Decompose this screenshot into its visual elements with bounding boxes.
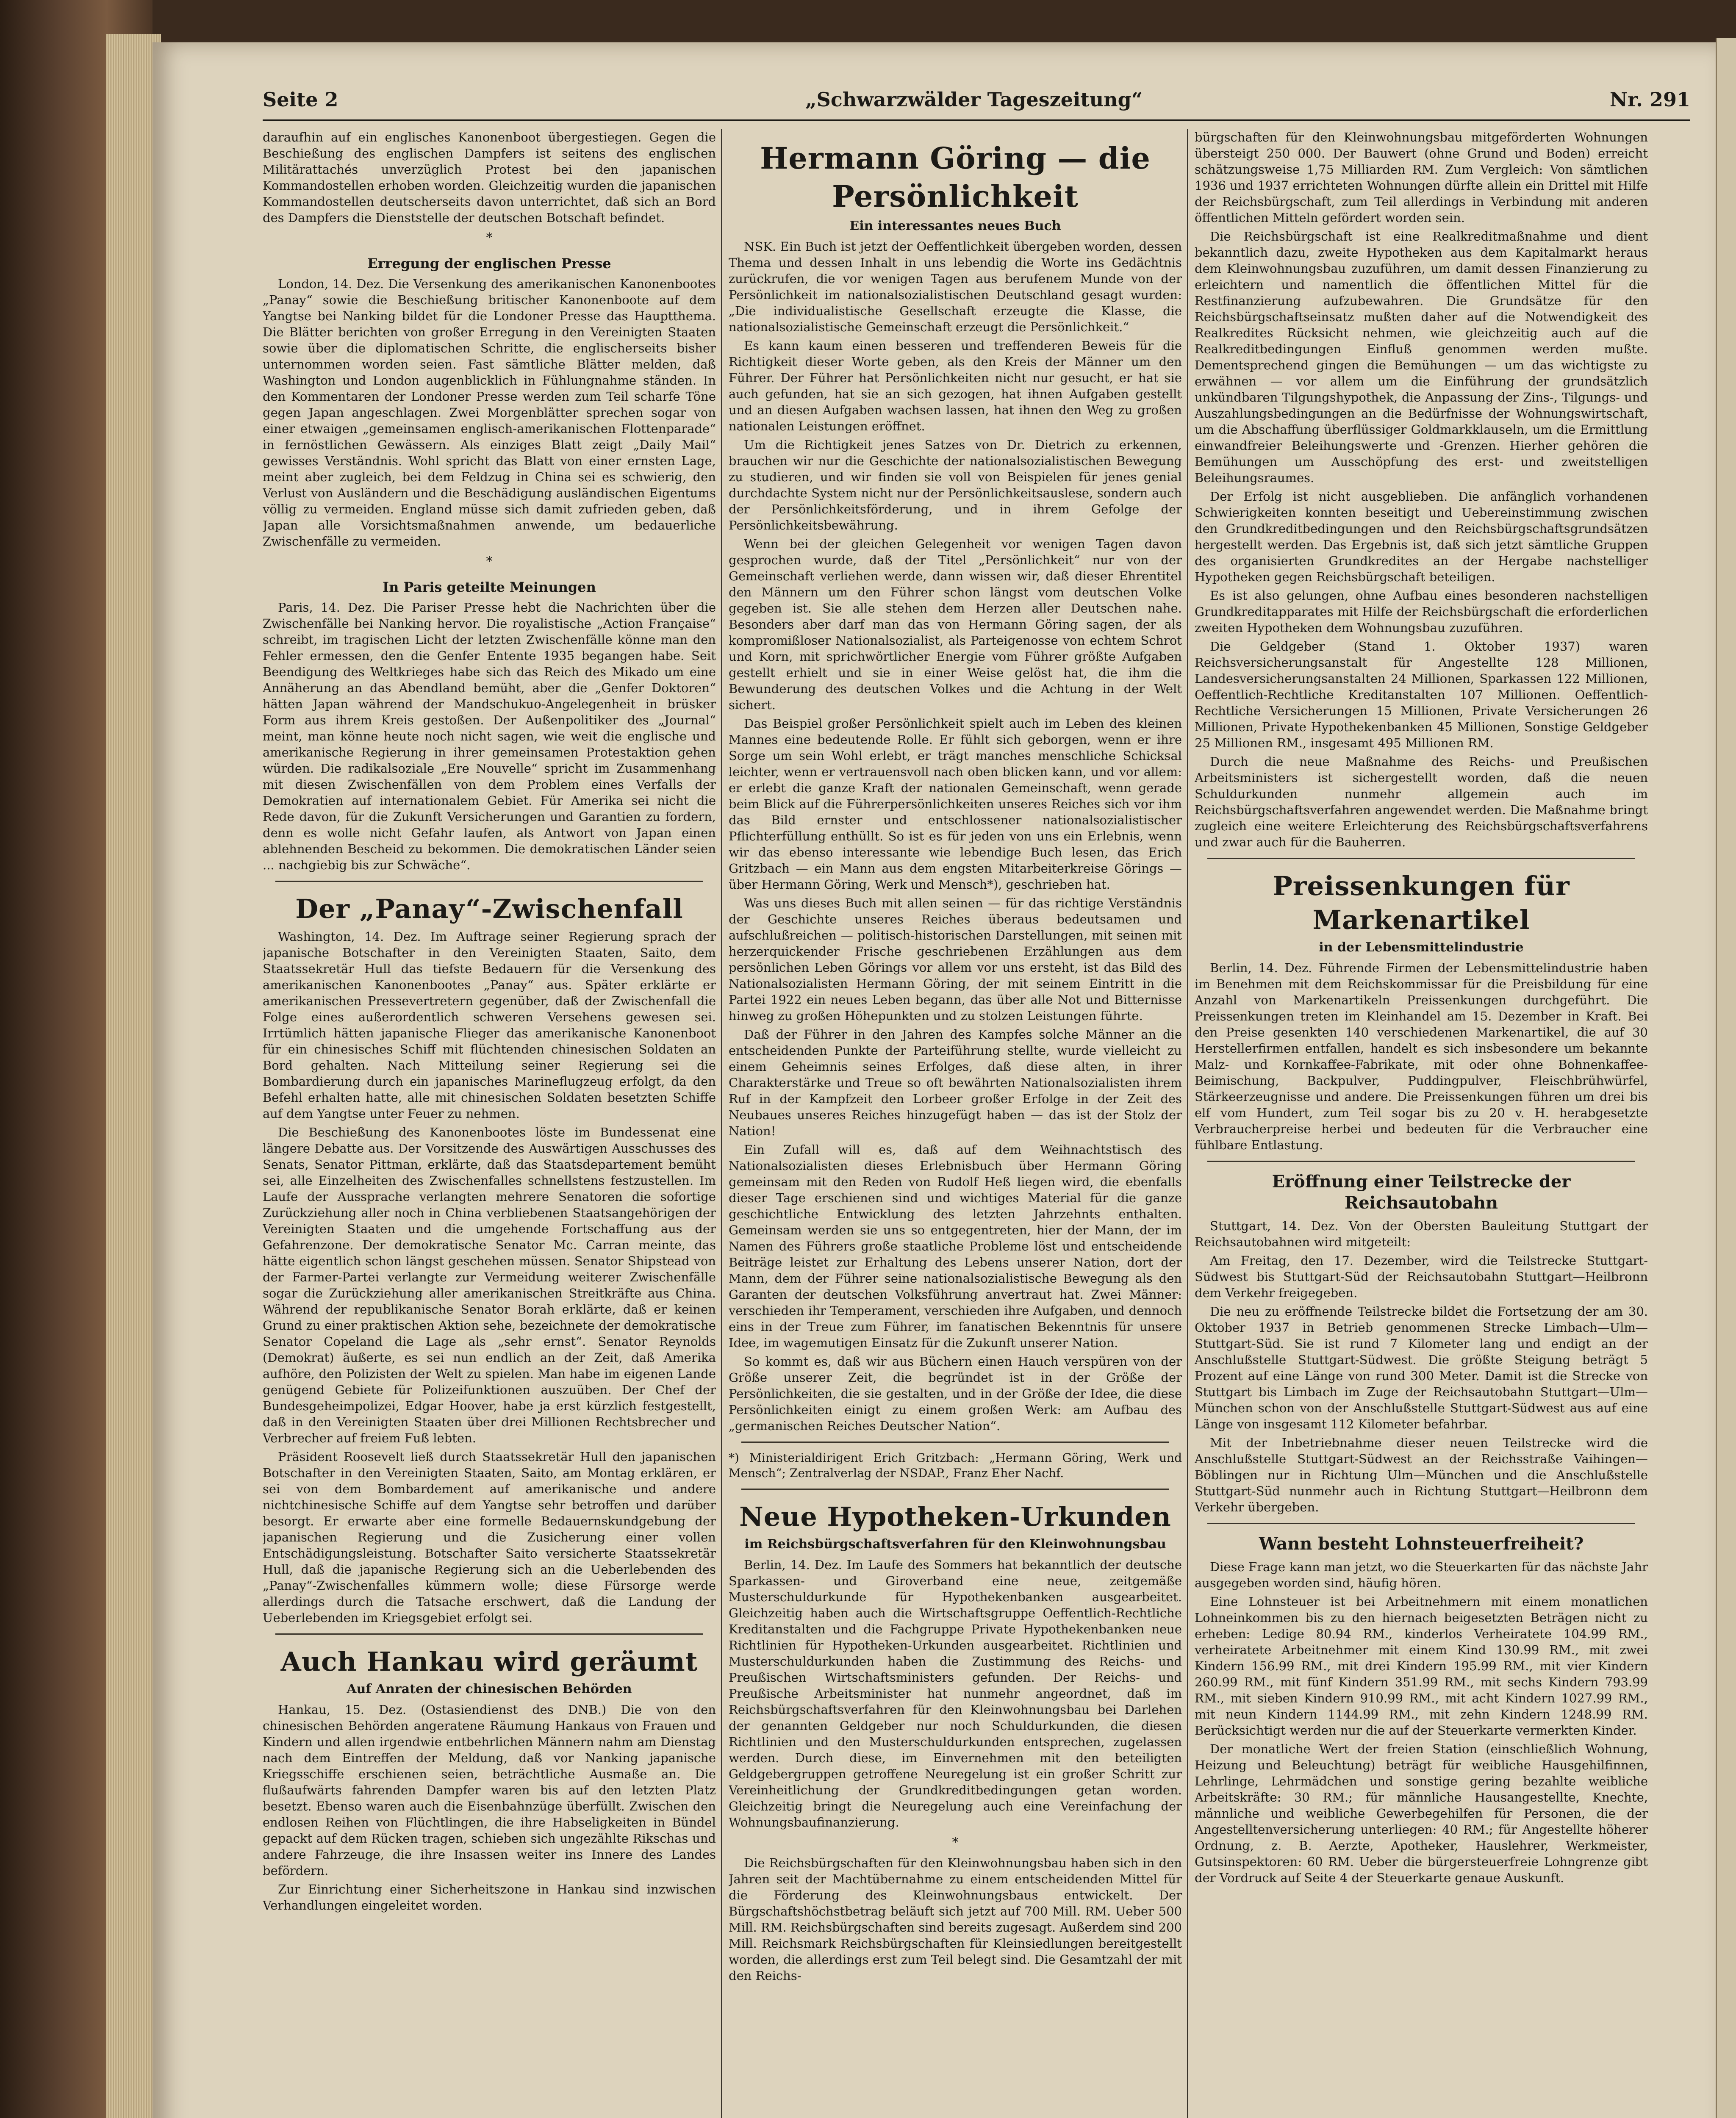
article-paragraph: Eine Lohnsteuer ist bei Arbeitnehmern mit einem monatlichen Lohneinkommen bis zu den hiernach beigesetzten Beträgen nicht zu erheben: Ledige 80.94 RM., kinderlos Verheiratete 104.99 RM., verheiratete Arbeitnehmer mit einem Kind 130.99 RM., mit zwei Kindern 156.99 RM., mit drei Kindern 195.99 RM., mit vier Kindern 260.99 RM., mit fünf Kindern 351.99 RM., mit sechs Kindern 793.99 RM., mit sieben Kindern 910.99 RM., mit acht Kindern 1027.99 RM., mit neun Kindern 1144.99 RM., mit zehn Kindern 1248.99 RM. Berücksichtigt werden nur die auf der Steuerkarte vermerkten Kinder.	[1195, 1594, 1648, 1738]
article-paragraph: Berlin, 14. Dez. Führende Firmen der Lebensmittelindustrie haben im Benehmen mit dem Reichskommissar für die Preisbildung für eine Anzahl von Markenartikeln Preissenkungen durchgeführt. Die Preissenkungen treten im Kleinhandel am 15. Dezember in Kraft. Bei den Preise gesenkten 140 verschiedenen Markenartikel, die auf 30 Herstellerfirmen entfallen, handelt es sich insbesondere um bekannte Malz- und Kornkaffee-Fabrikate, mit oder ohne Bohnenkaffee-Beimischung, Backpulver, Puddingpulver, Fleischbrühwürfel, Stärkeerzeugnisse und andere. Die Preissenkungen führen um drei bis elf vom Hundert, zum Teil sogar bis zu 20 v. H. herabgesetzte Verbraucherpreise herbei und bedeuten für die Verbraucher eine fühlbare Entlastung.	[1195, 961, 1648, 1152]
article-paragraph: Daß der Führer in den Jahren des Kampfes solche Männer an die entscheidenden Punkte der Parteiführung stellte, wurde vielleicht zu einem Geheimnis seines Erfolges, daß diese alten, in ihrer Charakterstärke und Treue so oft bewährten Nationalsozialisten ihrem Ruf in der Kampfzeit den Lorbeer großer Erfolge in der Zeit des Neubaues unseres Reiches hinzugefügt haben — das ist der Stolz der Nation!	[729, 1027, 1182, 1138]
article-paragraph: Diese Frage kann man jetzt, wo die Steuerkarten für das nächste Jahr ausgegeben worden sind, häufig hören.	[1195, 1560, 1648, 1590]
sub-heading: in der Lebensmittelindustrie	[1319, 940, 1524, 955]
separator-star: *	[952, 1835, 959, 1850]
article-paragraph: Ein Zufall will es, daß auf dem Weihnachtstisch des Nationalsozialisten dieses Erlebnisbuch über Hermann Göring gemeinsam mit den Reden von Rudolf Heß liegen wird, die ebenfalls dieser Tage erschienen sind und wichtiges Material für die ganze geschichtliche Entwicklung des letzten Jahrzehnts enthalten. Gemeinsam werden sie uns so entgegentreten, hier der Mann, der im Namen des Führers große staatliche Probleme löst und entscheidende Beiträge leistet zur Erhaltung des Lebens unserer Nation, dort der Mann, dem der Führer seine nationalsozialistische Bewegung als den Garanten der deutschen Volksführung anvertraut hat. Zwei Männer: verschieden ihr Temperament, verschieden ihre Aufgaben, und dennoch eins in der Treue zum Führer, im fanatischen Bekenntnis für unsere Idee, im wagemutigen Einsatz für die Zukunft unserer Nation.	[729, 1142, 1182, 1350]
article-paragraph: Die Beschießung des Kanonenbootes löste im Bundessenat eine längere Debatte aus. Der Vorsitzende des Auswärtigen Ausschusses des Senats, Senator Pittman, erklärte, daß das Staatsdepartement bemüht sei, alle Einzelheiten des Zwischenfalles schnellstens festzustellen. Im Laufe der Aussprache verlangten mehrere Senatoren die sofortige Zurückziehung aller noch in China verbliebenen Staatsangehörigen der Vereinigten Staaten und die umgehende Fortschaffung aus der Gefahrenzone. Der demokratische Senator Mc. Carran meinte, das hätte eigentlich schon längst geschehen müssen. Senator Shipstead von der Farmer-Partei verlangte zur Vermeidung weiterer Zwischenfälle sogar die Zurückziehung aller amerikanischen Streitkräfte aus China. Während der republikanische Senator Borah erklärte, daß er keinen Grund zu einer praktischen Aktion sehe, bezeichnete der demokratische Senator Copeland die Lage als „sehr ernst“. Senator Reynolds (Demokrat) äußerte, es sei nun endlich an der Zeit, daß Amerika aufhöre, den Polizisten der Welt zu spielen. Man habe im eigenen Lande genügend Gebiete für Polizeifunktionen auszuüben. Der Chef der Bundesgeheimpolizei, Edgar Hoover, habe ja erst kürzlich festgestellt, daß in den Vereinigten Staaten über drei Millionen Rechtsbrecher und Verbrecher auf freiem Fuß lebten.	[263, 1125, 716, 1445]
headline-preissenkungen: Preissenkungen für Markenartikel	[1273, 870, 1570, 935]
article-paragraph: Die Geldgeber (Stand 1. Oktober 1937) waren Reichsversicherungsanstalt für Angestellte 128 Millionen, Landesversicherungsanstalten 24 Millionen, Sparkassen 122 Millionen, Oeffentlich-Rechtliche Kreditanstalten 107 Millionen. Oeffentlich-Rechtliche Versicherungen 15 Millionen, Private Versicherungen 26 Millionen, Private Hypothekenbanken 45 Millionen, Sonstige Geldgeber 25 Millionen RM., insgesamt 495 Millionen RM.	[1195, 639, 1648, 750]
article-paragraph: Es kann kaum einen besseren und treffenderen Beweis für die Richtigkeit dieser Worte geben, als den Kreis der Männer um den Führer. Der Führer hat Persönlichkeiten nicht nur gesucht, er hat sie auch gefunden, hat sie an sich gezogen, hat ihnen Aufgaben gestellt und an diesen Aufgaben wachsen lassen, hat ihnen den Weg zu großen nationalen Leistungen eröffnet.	[729, 338, 1182, 433]
article-paragraph: Die Reichsbürgschaft ist eine Realkreditmaßnahme und dient bekanntlich dazu, zweite Hypotheken aus dem Kapitalmarkt heraus dem Kleinwohnungsbau zuzuführen, um damit dessen Finanzierung zu erleichtern und namentlich die öffentlichen Mittel für die Restfinanzierung aufzubewahren. Die Grundsätze für den Reichsbürgschaftseinsatz mußten daher auf die Notwendigkeit des Realkredites Rücksicht nehmen, wie gleichzeitig auch auf die Realkreditbedingungen Einfluß genommen werden mußte. Dementsprechend gingen die Bemühungen — um das wichtigste zu erwähnen — vor allem um die Einführung der grundsätzlich unkündbaren Tilgungshypothek, die Anpassung der Zins-, Tilgungs- und Auszahlungsbedingungen an die Bedürfnisse der Wohnungswirtschaft, um die Abschaffung überflüssiger Goldmarkklauseln, um die Ermittlung einwandfreier Beleihungswerte und -Grenzen. Hierher gehören die Bemühungen um Ausschöpfung des erst- und zweitstelligen Beleihungsraumes.	[1195, 229, 1648, 485]
article-paragraph: Um die Richtigkeit jenes Satzes von Dr. Dietrich zu erkennen, brauchen wir nur die Geschichte der nationalsozialistischen Bewegung zu studieren, und wir finden sie voll von Beispielen für jenes genial durchdachte System nicht nur der Persönlichkeitsauslese, sondern auch der Persönlichkeitsförderung, und in ihrem Gefolge der Persönlichkeitsbewährung.	[729, 438, 1182, 532]
article-paragraph: Am Freitag, den 17. Dezember, wird die Teilstrecke Stuttgart-Südwest bis Stuttgart-Süd der Reichsautobahn Stuttgart—Heilbronn dem Verkehr freigegeben.	[1195, 1253, 1648, 1300]
article-paragraph: Der monatliche Wert der freien Station (einschließlich Wohnung, Heizung und Beleuchtung) beträgt für weibliche Hausgehilfinnen, Lehrlinge, Lehrmädchen und sonstige gering bezahlte weibliche Arbeitskräfte: 30 RM.; für männliche Hausangestellte, Knechte, männliche und weibliche Gewerbegehilfen für Personen, die der Angestelltenversicherung unterliegen: 40 RM.; für Angestellte höherer Ordnung, z. B. Aerzte, Apotheker, Hauslehrer, Werkmeister, Gutsinspektoren: 60 RM. Ueber die bürgersteuerfreie Lohngrenze gibt der Vordruck auf Seite 4 der Steuerkarte genaue Auskunft.	[1195, 1742, 1648, 1885]
column-rule-2	[1187, 129, 1188, 2118]
article-paragraph: bürgschaften für den Kleinwohnungsbau mitgeförderten Wohnungen übersteigt 250 000. Der Bauwert (ohne Grund und Boden) erreicht schätzungsweise 1,75 Milliarden RM. Zum Vergleich: Von sämtlichen 1936 und 1937 errichteten Wohnungen dürfte allein ein Drittel mit Hilfe der Reichsbürgschaft, zum Teil allerdings in Verbindung mit anderen öffentlichen Mitteln gefördert worden sein.	[1195, 130, 1648, 225]
headline-lohnsteuer: Wann besteht Lohnsteuerfreiheit?	[1259, 1534, 1584, 1554]
column-rule-1	[721, 129, 722, 2118]
separator-star: *	[486, 230, 493, 245]
article-paragraph: So kommt es, daß wir aus Büchern einen Hauch verspüren von der Größe unserer Zeit, die begründet ist in der Größe der Persönlichkeiten, die sie gestalten, und in der Größe der Idee, die diese Persönlichkeiten einigt zu einem großen Werk: am Aufbau des „germanischen Reiches Deutscher Nation“.	[729, 1354, 1182, 1433]
headline-hankau: Auch Hankau wird geräumt	[280, 1646, 698, 1677]
newspaper-page	[153, 42, 1716, 2118]
headline-panay: Der „Panay“-Zwischenfall	[295, 893, 683, 924]
article-paragraph: Durch die neue Maßnahme des Reichs- und Preußischen Arbeitsministers ist sichergestellt worden, daß die neuen Schuldurkunden nunmehr allgemein auch im Reichsbürgschaftsverfahren angewendet werden. Die Maßnahme bringt zugleich eine weitere Erleichterung des Reichsbürgschaftsverfahrens und zwar auch für die Bauherren.	[1195, 754, 1648, 849]
article-paragraph: Das Beispiel großer Persönlichkeit spielt auch im Leben des kleinen Mannes eine bedeutende Rolle. Er fühlt sich geborgen, wenn er ihre Sorge um sein Wohl erlebt, er trägt manches menschliche Schicksal leichter, wenn er vertrauensvoll nach oben blicken kann, und vor allem: er erlebt die ganze Kraft der nationalen Gemeinschaft, wenn gerade beim Blick auf die Führerpersönlichkeiten unseres Reiches sich vor ihm das Bild ernster und entschlossener nationalsozialistischer Pflichterfüllung enthüllt. So ist es für jeden von uns ein Erlebnis, wenn wir das ebenso interessante wie lebendige Buch lesen, das Erich Gritzbach — ein Mann aus dem engsten Mitarbeiterkreise Görings — über Hermann Göring, Werk und Mensch*), geschrieben hat.	[729, 716, 1182, 892]
article-paragraph: Stuttgart, 14. Dez. Von der Obersten Bauleitung Stuttgart der Reichsautobahnen wird mitgeteilt:	[1195, 1219, 1648, 1249]
running-head	[263, 85, 1690, 114]
sub-heading: Ein interessantes neues Buch	[849, 219, 1061, 233]
article-paragraph: Berlin, 14. Dez. Im Laufe des Sommers hat bekanntlich der deutsche Sparkassen- und Giroverband eine neue, zeitgemäße Musterschuldurkunde für Hypothekenbanken ausgearbeitet. Gleichzeitig haben auch die Wirtschaftsgruppe Oeffentlich-Rechtliche Kreditanstalten und die Fachgruppe Private Hypothekenbanken neue Richtlinien für Hypotheken-Urkunden ausgearbeitet. Richtlinien und Musterschuldurkunden haben die Zustimmung des Reichs- und Preußischen Wirtschaftsministers gefunden. Der Reichs- und Preußische Arbeitsminister hat nunmehr angeordnet, daß im Reichsbürgschaftsverfahren für den Kleinwohnungsbau bei Darlehen der genannten Geldgeber nur noch Schuldurkunden, die diesen Richtlinien und den Musterschuldurkunden entsprechen, zugelassen werden. Durch diese, im Einvernehmen mit den beteiligten Geldgebergruppen getroffene Neuregelung ist ein großer Schritt zur Vereinheitlichung der Grundkreditbedingungen getan worden. Gleichzeitig bringt die Neuregelung auch eine Vereinfachung der Wohnungsbaufinanzierung.	[729, 1558, 1182, 1830]
article-paragraph: Mit der Inbetriebnahme dieser neuen Teilstrecke wird die Anschlußstelle Stuttgart-Südwest an der Reichsstraße Vaihingen—Böblingen nur in Richtung Ulm—München und die Anschlußstelle Stuttgart-Süd nunmehr auch in Richtung Stuttgart—Heilbronn dem Verkehr übergeben.	[1195, 1436, 1648, 1514]
article-rule	[741, 1489, 1169, 1490]
sub-heading: Auf Anraten der chinesischen Behörden	[347, 1682, 632, 1697]
separator-star: *	[486, 554, 493, 569]
article-rule	[1207, 858, 1635, 859]
article-rule	[741, 1442, 1169, 1443]
article-paragraph: Präsident Roosevelt ließ durch Staatssekretär Hull den japanischen Botschafter in den Vereinigten Staaten, Saito, am Montag erklären, er sei von dem Bombardement auf amerikanische und andere nichtchinesische Schiffe auf dem Yangtse sehr betroffen und darüber besorgt. Er erwarte aber eine formelle Bedauernskundgebung der japanischen Regierung und die Zusicherung einer vollen Entschädigungsleistung. Botschafter Saito versicherte Staatssekretär Hull, daß die japanische Regierung sich an die Ueberlebenden des „Panay“-Zwischenfalles kümmern wolle; diese Fürsorge werde allerdings durch die Tatsache erschwert, daß die Landung der Ueberlebenden im Kriegsgebiet erfolgt sei.	[263, 1450, 716, 1625]
newspaper-title: „Schwarzwälder Tageszeitung“	[805, 88, 1143, 111]
article-rule	[275, 1633, 703, 1635]
column-3	[1195, 129, 1648, 2118]
article-paragraph: Wenn bei der gleichen Gelegenheit vor wenigen Tagen davon gesprochen wurde, daß der Titel „Persönlichkeit“ nur von der Gemeinschaft verliehen werde, dann wissen wir, daß dieser Ehrentitel den Männern um den Führer schon längst vom deutschen Volke gegeben ist. Sie alle stehen dem Herzen aller Deutschen nahe. Besonders aber darf man das von Hermann Göring sagen, der als kompromißloser Nationalsozialist, als Parteigenosse von echtem Schrot und Korn, mit sprichwörtlicher Energie vom Führer größte Aufgaben gestellt erhielt und sie in einer Weise gelöst hat, die ihm die Bewunderung des deutschen Volkes und die Achtung in der Welt sichert.	[729, 537, 1182, 712]
header-rule	[263, 119, 1690, 121]
article-paragraph: Die Reichsbürgschaften für den Kleinwohnungsbau haben sich in den Jahren seit der Machtübernahme zu einem entscheidenden Mittel für die Förderung des Kleinwohnungsbaus entwickelt. Der Bürgschaftshöchstbetrag beläuft sich jetzt auf 700 Mill. RM. Ueber 500 Mill. RM. Reichsbürgschaften sind bereits zugesagt. Außerdem sind 200 Mill. Reichsmark Reichsbürgschaften für Kleinsiedlungen bereitgestellt worden, die allerdings erst zum Teil belegt sind. Die Gesamtzahl der mit den Reichs-	[729, 1856, 1182, 1983]
article-paragraph: daraufhin auf ein englisches Kanonenboot übergestiegen. Gegen die Beschießung des englischen Dampfers ist seitens des englischen Militärattachés unverzüglich Protest bei den japanischen Kommandostellen erhoben worden. Gleichzeitig wurden die japanischen Kommandostellen deutscherseits davon unterrichtet, daß sich an Bord des Dampfers die Dienststelle der deutschen Botschaft befindet.	[263, 130, 716, 225]
article-paragraph: Paris, 14. Dez. Die Pariser Presse hebt die Nachrichten über die Zwischenfälle bei Nanking hervor. Die royalistische „Action Française“ schreibt, im tragischen Licht der letzten Zwischenfälle könne man den Fehler ermessen, den die Genfer Entente 1935 begangen habe. Seit Beendigung des Weltkrieges habe sich das Reich des Mikado um eine Annäherung an das Abendland bemüht, aber die „Genfer Doktoren“ hätten Japan während der Mandschukuo-Angelegenheit in brüsker Form aus ihrem Kreis gestoßen. Der Außenpolitiker des „Journal“ meint, man könne heute noch nicht sagen, wie weit die englische und amerikanische Regierung in ihrer gemeinsamen Protestaktion gehen würden. Die radikalsoziale „Ere Nouvelle“ spricht im Zusammenhang mit diesen Zwischenfällen von dem Problem eines Verfalls der Demokratien auf internationalem Gebiet. Für Amerika sei nicht die Rede davon, für die Zukunft Versicherungen und Garantien zu fordern, denn es wolle nicht Gefahr laufen, als Antwort von Japan einen ablehnenden Bescheid zu bekommen. Die demokratischen Länder seien ... nachgiebig bis zur Schwäche“.	[263, 600, 716, 872]
article-paragraph: Hankau, 15. Dez. (Ostasiendienst des DNB.) Die von den chinesischen Behörden angeratene Räumung Hankaus von Frauen und Kindern und allen irgendwie entbehrlichen Männern nahm am Dienstag nach dem Eintreffen der Meldung, daß vor Nanking japanische Kriegsschiffe erschienen seien, beträchtliche Ausmaße an. Die flußaufwärts fahrenden Dampfer waren bis auf den letzten Platz besetzt. Ebenso waren auch die Eisenbahnzüge überfüllt. Zwischen den endlosen Reihen von Flüchtlingen, die ihre Habseligkeiten in Bündel gepackt auf dem Rücken tragen, schieben sich ungezählte Rikschas und andere Fahrzeuge, die ihre Insassen weiter ins Innere des Landes befördern.	[263, 1702, 716, 1878]
headline-reichsautobahn: Eröffnung einer Teilstrecke der Reichsautobahn	[1272, 1172, 1571, 1213]
sub-heading: im Reichsbürgschaftsverfahren für den Kleinwohnungsbau	[744, 1537, 1166, 1552]
article-paragraph: London, 14. Dez. Die Versenkung des amerikanischen Kanonenbootes „Panay“ sowie die Beschießung britischer Kanonenboote auf dem Yangtse bei Nanking bildet für die Londoner Presse das Hauptthema. Die Blätter berichten von großer Erregung in den Vereinigten Staaten sowie über die diplomatischen Schritte, die englischerseits bisher unternommen worden seien. Fast sämtliche Blätter melden, daß Washington und London augenblicklich in Fühlungnahme ständen. In den Kommentaren der Londoner Presse werden zum Teil scharfe Töne gegen Japan angeschlagen. Zwei Morgenblätter sprechen sogar von einer etwaigen „gemeinsamen englisch-amerikanischen Flottenparade“ in fernöstlichen Gewässern. Als einziges Blatt zeigt „Daily Mail“ gewisses Verständnis. Wohl spricht das Blatt von einer ernsten Lage, meint aber zugleich, bei dem Feldzug in China sei es schwierig, den Verlust von Ausländern und die Beschädigung ausländischen Eigentums völlig zu vermeiden. England müsse sich damit zufrieden geben, daß Japan alle Vorsichtsmaßnahmen anwende, um bedauerliche Zwischenfälle zu vermeiden.	[263, 277, 716, 549]
page-number: Seite 2	[263, 88, 338, 111]
issue-number: Nr. 291	[1609, 88, 1690, 111]
article-paragraph: Was uns dieses Buch mit allen seinen — für das richtige Verständnis der Geschichte unseres Reiches überaus bedeutsamen und aufschlußreichen — politisch-historischen Darstellungen, mit seinen mit herzerquickender Frische geschriebenen Erzählungen aus dem persönlichen Leben Görings vor allem vor uns ersteht, ist das Bild des Nationalsozialisten Hermann Göring, der mit seinem Eintritt in die Partei 1922 ein neues Leben begann, das über alle Not und Bitternisse hinweg zu großen Höhepunkten und zu stolzen Leistungen führte.	[729, 896, 1182, 1023]
article-paragraph: Washington, 14. Dez. Im Auftrage seiner Regierung sprach der japanische Botschafter in den Vereinigten Staaten, Saito, dem Staatssekretär Hull das tiefste Bedauern für die Versenkung des amerikanischen Kanonenbootes „Panay“ aus. Später erklärte er amerikanischen Pressevertretern gegenüber, daß der Zwischenfall die Folge eines außerordentlich schweren Versehens gewesen sei. Irrtümlich hätten japanische Flieger das amerikanische Kanonenboot für ein chinesisches Schiff mit flüchtenden chinesischen Soldaten an Bord gehalten. Nach Mitteilung seiner Regierung sei die Bombardierung durch ein japanisches Marineflugzeug erfolgt, da den Befehl erhalten hatte, alle mit chinesischen Soldaten besetzten Schiffe auf dem Yangtse unter Feuer zu nehmen.	[263, 929, 716, 1121]
article-paragraph: Der Erfolg ist nicht ausgeblieben. Die anfänglich vorhandenen Schwierigkeiten konnten beseitigt und Uebereinstimmung zwischen den Grundkreditbedingungen und den Reichsbürgschaftsgrundsätzen hergestellt werden. Das Ergebnis ist, daß sich jetzt sämtliche Gruppen des organisierten Grundkredites an der Hergabe nachstelliger Hypotheken gegen Reichsbürgschaft beteiligen.	[1195, 489, 1648, 584]
article-paragraph: Es ist also gelungen, ohne Aufbau eines besonderen nachstelligen Grundkreditapparates mit Hilfe der Reichsbürgschaft die erforderlichen zweiten Hypotheken dem Wohnungsbau zuzuführen.	[1195, 588, 1648, 635]
article-rule	[1207, 1523, 1635, 1524]
column-2	[729, 129, 1182, 2118]
article-paragraph: Zur Einrichtung einer Sicherheitszone in Hankau sind inzwischen Verhandlungen eingeleitet worden.	[263, 1882, 716, 1913]
section-heading: In Paris geteilte Meinungen	[383, 579, 596, 595]
article-rule	[275, 881, 703, 882]
headline-goering: Hermann Göring — die Persönlichkeit	[760, 141, 1151, 214]
section-heading: Erregung der englischen Presse	[367, 255, 611, 272]
article-paragraph: NSK. Ein Buch ist jetzt der Oeffentlichkeit übergeben worden, dessen Thema und dessen Inhalt in uns lebendig die Worte ins Gedächtnis zurückrufen, die vor wenigen Tagen aus berufenem Munde von der Persönlichkeit im nationalsozialistischen Deutschland gesagt wurden: „Die individualistische Gesellschaft erzeugte die Klasse, die nationalsozialistische Gemeinschaft erzeugt die Persönlichkeit.“	[729, 239, 1182, 334]
column-1	[263, 129, 716, 2118]
footnote: *) Ministerialdirigent Erich Gritzbach: „Hermann Göring, Werk und Mensch“; Zentralverlag der NSDAP., Franz Eher Nachf.	[729, 1451, 1182, 1480]
next-page-edge	[1716, 38, 1736, 2118]
headline-hypotheken: Neue Hypotheken-Urkunden	[739, 1501, 1171, 1532]
article-rule	[1207, 1161, 1635, 1162]
article-paragraph: Die neu zu eröffnende Teilstrecke bildet die Fortsetzung der am 30. Oktober 1937 in Betrieb genommenen Strecke Limbach—Ulm—Stuttgart-Süd. Sie ist rund 7 Kilometer lang und endigt an der Anschlußstelle Stuttgart-Südwest. Die größte Steigung beträgt 5 Prozent auf eine Länge von rund 300 Meter. Damit ist die Strecke von Stuttgart bis Limbach im Zuge der Reichsautobahn Stuttgart—Ulm—München schon von der Anschlußstelle Stuttgart-Südwest aus auf eine Länge von insgesamt 112 Kilometer befahrbar.	[1195, 1304, 1648, 1431]
